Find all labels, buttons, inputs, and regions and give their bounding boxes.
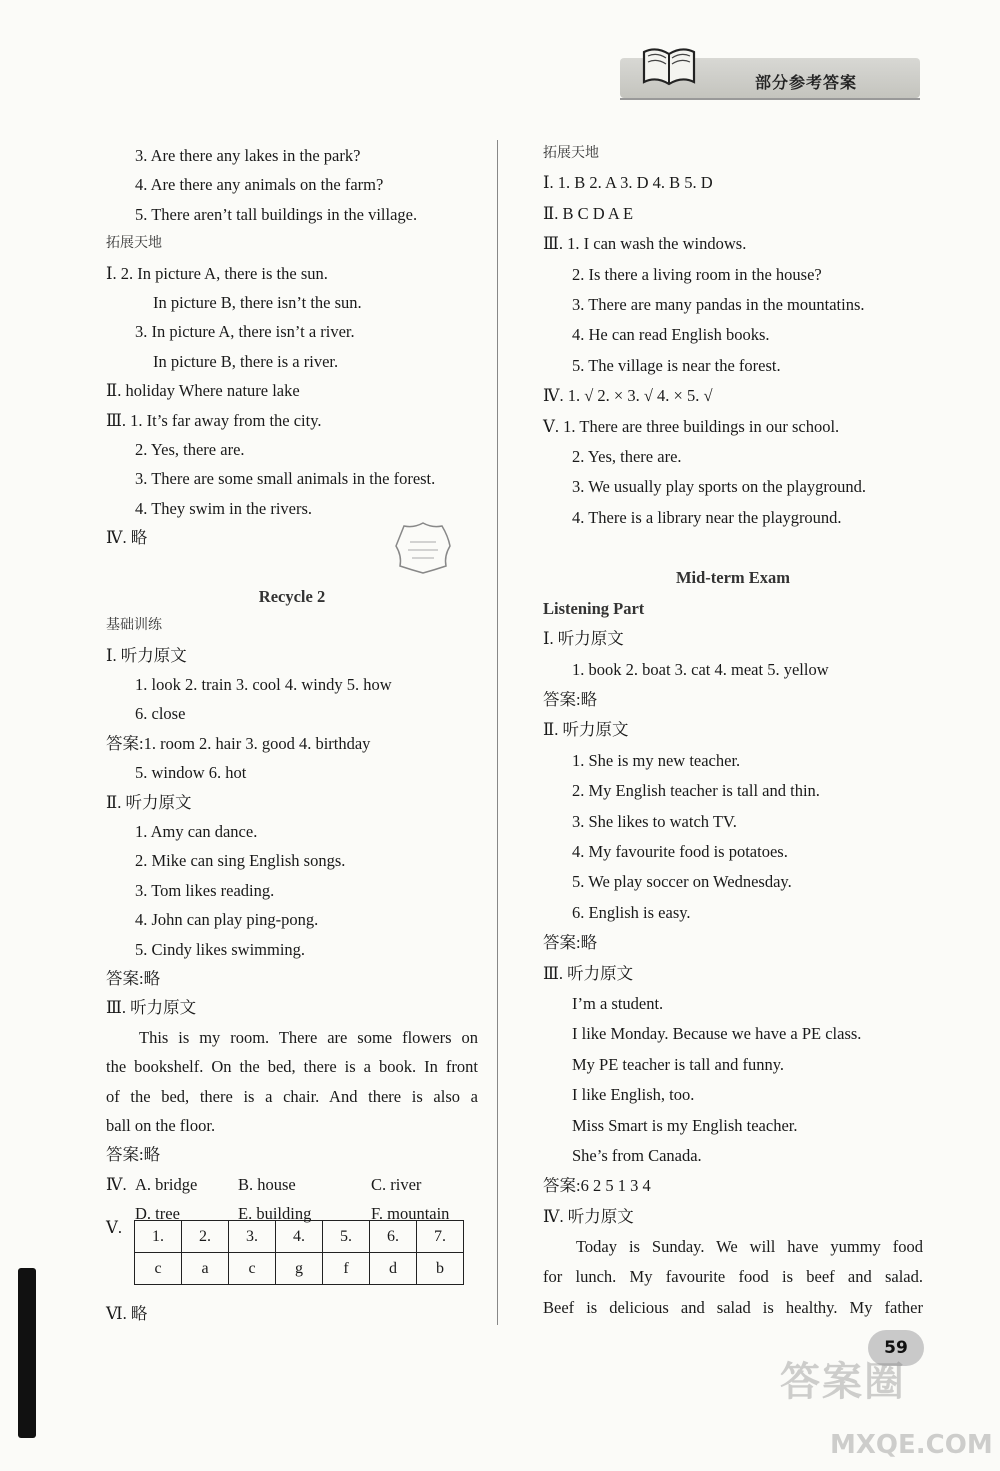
text-line: 1. Amy can dance. <box>135 821 258 841</box>
text-line: I like English, too. <box>572 1085 695 1105</box>
table-cell: c <box>229 1253 276 1285</box>
text-line <box>543 533 923 563</box>
q4-option: D. tree <box>135 1204 180 1224</box>
table-cell: f <box>323 1253 370 1285</box>
paragraph-line: the bookshelf. On the bed, there is a book. In front <box>106 1057 478 1077</box>
text-line: 4. There is a library near the playground. <box>572 507 842 527</box>
text-line: 5. Cindy likes swimming. <box>135 939 306 959</box>
text-line: I’m a student. <box>572 993 664 1013</box>
text-line: 4. He can read English books. <box>572 325 770 345</box>
text-line: 3. She likes to watch TV. <box>572 811 737 831</box>
text-line: Ⅱ. holiday Where nature lake <box>106 381 300 401</box>
table-cell: 6. <box>370 1221 417 1253</box>
q4-option: E. building <box>238 1204 312 1224</box>
text-line: 4. My favourite food is potatoes. <box>572 841 788 861</box>
text-line: Ⅲ. 1. It’s far away from the city. <box>106 410 322 430</box>
text-line: 5. We play soccer on Wednesday. <box>572 872 792 892</box>
text-line: 3. There are some small animals in the forest. <box>135 469 436 489</box>
table-cell: g <box>276 1253 323 1285</box>
left-paragraph <box>106 1023 478 1141</box>
text-line: 2. Yes, there are. <box>572 446 682 466</box>
text-line: 答案:略 <box>543 690 598 710</box>
q4-label: Ⅳ. <box>106 1174 127 1194</box>
right-paragraph <box>543 1232 923 1323</box>
text-line: Ⅱ. B C D A E <box>543 203 634 223</box>
header-title: 部分参考答案 <box>755 73 858 92</box>
paragraph-line: Beef is delicious and salad is healthy. My father <box>543 1297 923 1317</box>
q4-option: F. mountain <box>371 1204 450 1224</box>
text-line: 4. John can play ping-pong. <box>135 910 319 930</box>
table-cell: 7. <box>417 1221 464 1253</box>
left-column <box>106 141 478 1228</box>
answer-table <box>134 1220 464 1285</box>
scan-edge <box>18 1268 36 1438</box>
q4-option: C. river <box>371 1174 422 1194</box>
table-cell: 1. <box>135 1221 182 1253</box>
column-divider <box>497 140 498 1325</box>
q4-option: B. house <box>238 1174 296 1194</box>
q4-option: A. bridge <box>135 1174 198 1194</box>
table-cell: a <box>182 1253 229 1285</box>
open-book-icon <box>640 42 698 88</box>
text-line: 4. Are there any animals on the farm? <box>135 175 384 195</box>
text-line: Ⅳ. 略 <box>106 528 148 548</box>
text-line: 3. Are there any lakes in the park? <box>135 146 361 165</box>
text-line: 答案:6 2 5 1 3 4 <box>543 1176 651 1196</box>
unit-title: Recycle 2 <box>258 586 326 606</box>
text-line: 2. Yes, there are. <box>135 439 245 459</box>
text-line: 答案:略 <box>543 933 598 953</box>
text-line: In picture B, there is a river. <box>153 351 339 371</box>
text-line: 答案:略 <box>106 968 161 988</box>
page-number: 59 <box>868 1330 924 1366</box>
text-line: Ⅱ. 听力原文 <box>543 720 629 740</box>
text-line: Ⅰ. 1. B 2. A 3. D 4. B 5. D <box>543 173 713 193</box>
text-line: Ⅰ. 听力原文 <box>543 629 624 649</box>
text-line: 5. There aren’t tall buildings in the village. <box>135 204 418 224</box>
section-heading: 拓展天地 <box>543 145 599 161</box>
text-line: 3. We usually play sports on the playground. <box>572 477 866 497</box>
text-line: 1. look 2. train 3. cool 4. windy 5. how <box>135 675 392 695</box>
text-line: 6. close <box>135 704 186 724</box>
text-line: 2. Mike can sing English songs. <box>135 851 346 871</box>
section-v-label: Ⅴ. <box>106 1218 123 1237</box>
text-line: Ⅴ. 1. There are three buildings in our school. <box>543 416 840 436</box>
section-heading: 拓展天地 <box>106 235 162 252</box>
table-cell: 3. <box>229 1221 276 1253</box>
text-line: 5. window 6. hot <box>135 763 247 783</box>
text-line: She’s from Canada. <box>572 1145 702 1165</box>
text-line: Ⅰ. 听力原文 <box>106 645 187 665</box>
text-line: In picture B, there isn’t the sun. <box>153 292 362 312</box>
text-line: 3. There are many pandas in the mountatins. <box>572 294 865 314</box>
paragraph-line: Today is Sunday. We will have yummy food <box>576 1237 923 1257</box>
paragraph-line: of the bed, there is a chair. And there is also a <box>106 1086 478 1106</box>
paragraph-line: ball on the floor. <box>106 1115 216 1135</box>
text-line: Listening Part <box>543 598 645 618</box>
section-heading: 基础训练 <box>106 617 162 634</box>
right-column <box>543 138 923 1323</box>
table-cell: 2. <box>182 1221 229 1253</box>
text-line: Ⅲ. 1. I can wash the windows. <box>543 234 747 254</box>
stamp-seal-icon <box>392 520 454 576</box>
text-line: Ⅲ. 听力原文 <box>106 998 197 1018</box>
section-vi-label: Ⅵ. 略 <box>106 1304 148 1323</box>
text-line: 1. She is my new teacher. <box>572 750 741 770</box>
paragraph-line: This is my room. There are some flowers on <box>139 1027 478 1047</box>
q4-row-1 <box>106 1170 478 1199</box>
text-line: 5. The village is near the forest. <box>572 355 781 375</box>
text-line: 6. English is easy. <box>572 902 691 922</box>
text-line: 4. They swim in the rivers. <box>135 498 313 518</box>
table-cell: b <box>417 1253 464 1285</box>
answer-line: 答案:略 <box>106 1145 161 1165</box>
text-line: My PE teacher is tall and funny. <box>572 1054 785 1074</box>
text-line: 1. book 2. boat 3. cat 4. meat 5. yellow <box>572 659 829 679</box>
text-line: 3. In picture A, there isn’t a river. <box>135 322 355 342</box>
watermark-url: MXQE.COM <box>830 1430 993 1460</box>
text-line: Ⅲ. 听力原文 <box>543 963 634 983</box>
table-cell: 4. <box>276 1221 323 1253</box>
table-row <box>135 1221 464 1253</box>
watermark-logo: 答案圈 <box>780 1359 906 1405</box>
table-row <box>135 1253 464 1285</box>
text-line: I like Monday. Because we have a PE class. <box>572 1024 862 1044</box>
text-line: 2. My English teacher is tall and thin. <box>572 781 820 801</box>
text-line: Miss Smart is my English teacher. <box>572 1115 798 1135</box>
table-cell: 5. <box>323 1221 370 1253</box>
text-line: 3. Tom likes reading. <box>135 880 275 900</box>
table-cell: d <box>370 1253 417 1285</box>
paragraph-line: for lunch. My favourite food is beef and salad. <box>543 1267 923 1287</box>
text-line: Ⅱ. 听力原文 <box>106 792 192 812</box>
text-line: Ⅳ. 听力原文 <box>543 1206 634 1226</box>
text-line: Ⅰ. 2. In picture A, there is the sun. <box>106 263 328 283</box>
text-line: 2. Is there a living room in the house? <box>572 264 822 284</box>
unit-title: Mid-term Exam <box>675 568 791 588</box>
text-line: 答案:1. room 2. hair 3. good 4. birthday <box>106 733 371 753</box>
table-cell: c <box>135 1253 182 1285</box>
text-line: Ⅳ. 1. √ 2. × 3. √ 4. × 5. √ <box>543 386 713 406</box>
